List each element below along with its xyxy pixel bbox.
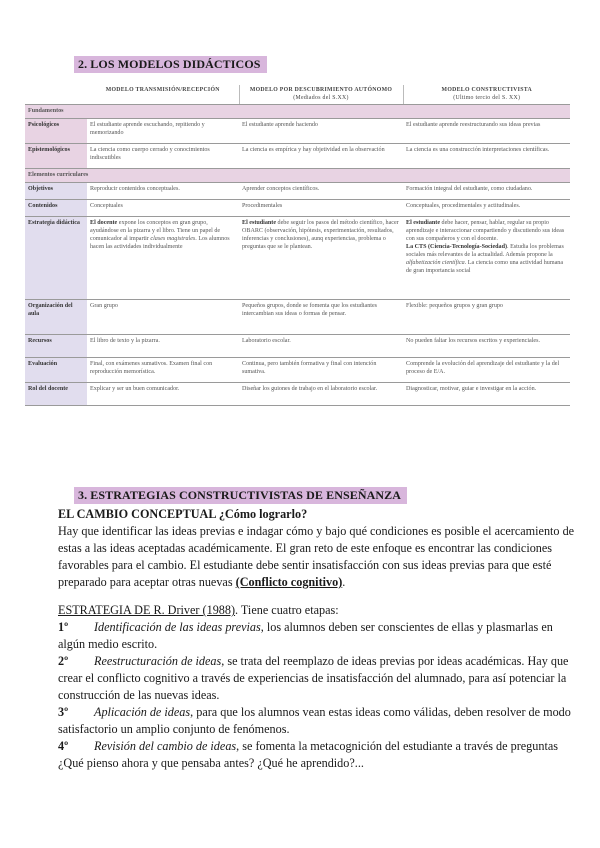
header-transmision: MODELO TRANSMISIÓN/RECEPCIÓN xyxy=(87,85,239,105)
table-row: Objetivos Reproducir contenidos conceptuales. Aprender conceptos científicos. Formación integral del estudiante, como ciudadano. xyxy=(25,183,570,200)
table-row: Estrategia didáctica El docente expone los conceptos en gran grupo, ayudándose en la pizarra y el libro. Tiene un papel de comunicador al impartir clases magistrales. Los alumnos hacen las actividades individualmente El estudiante debe seguir los pasos del método científico, hacer OBARC (observación, hipótesis, experimentación, resultados, inferencias y conclusiones), aunq experiencias, problema o preguntas que se le plantean. El estudiante debe hacer, pensar, hablar, regular su propio aprendizaje e interaccionar compartiendo y discutiendo sus ideas con sus compañeros y con el docente. La CTS (Ciencia-Tecnología-Sociedad). Estudia los problemas sociales más relevantes de la actualidad. Además propone la alfabetización científica. La ciencia como una actividad humana de gran importancia social xyxy=(25,217,570,300)
estrategia-driver-title: ESTRATEGIA DE R. Driver (1988). Tiene cuatro etapas: xyxy=(58,603,339,617)
section-2-heading: 2. LOS MODELOS DIDÁCTICOS xyxy=(74,56,267,73)
didactic-models-table xyxy=(25,85,570,406)
header-constructivista: MODELO CONSTRUCTIVISTA (Ultimo tercio del S. XX) xyxy=(403,85,570,105)
table-row: Rol del docente Explicar y ser un buen comunicador. Diseñar los guiones de trabajo en el laboratorio escolar. Diagnosticar, motivar, guiar e investigar en la acción. xyxy=(25,383,570,406)
etapa-2: 2º Reestructuración de ideas, se trata del reemplazo de ideas previas por ideas académicas. Hay que crear el conflicto cognitivo a través de experiencias de insatisfacción del alumnado, para así potenciar la construcción de las nuevas ideas. xyxy=(58,654,569,702)
cambio-conceptual-title: EL CAMBIO CONCEPTUAL ¿Cómo lograrlo? xyxy=(58,507,308,521)
table-row: Epistemológicos La ciencia como cuerpo cerrado y conocimientos indiscutibles La ciencia es empírica y hay objetividad en la observación La ciencia es una construcción interpretaciones científicas. xyxy=(25,144,570,169)
header-descubrimiento: MODELO POR DESCUBRIMIENTO AUTÓNOMO (Mediados del S.XX) xyxy=(239,85,403,105)
table-row: Recursos El libro de texto y la pizarra. Laboratorio escolar. No pueden faltar los recursos escritos y experienciales. xyxy=(25,335,570,358)
table-header-row xyxy=(25,85,570,105)
elementos-row: Elementos curriculares xyxy=(25,169,570,183)
cambio-conceptual-paragraph: Hay que identificar las ideas previas e indagar cómo y bajo qué condiciones es posible el acercamiento de estas a las ideas aceptadas académicamente. El gran reto de este enfoque es encontrar las condiciones favorables para el cambio. El estudiante debe sentir insatisfacción con sus ideas previas para que esté preparado para aceptar otras nuevas (Conflicto cognitivo). xyxy=(58,524,575,589)
section-3-heading: 3. ESTRATEGIAS CONSTRUCTIVISTAS DE ENSEÑANZA xyxy=(74,487,407,504)
table-row: Contenidos Conceptuales Procedimentales Conceptuales, procedimentales y actitudinales. xyxy=(25,200,570,217)
table-row: Psicológicos El estudiante aprende escuchando, repitiendo y memorizando El estudiante aprende haciendo El estudiante aprende reestructurando sus ideas previas xyxy=(25,119,570,144)
table-row: Organización del aula Gran grupo Pequeños grupos, donde se fomenta que los estudiantes intercambian sus ideas o formas de pensar. Flexible: pequeños grupos y gran grupo xyxy=(25,300,570,335)
etapa-4: 4º Revisión del cambio de ideas, se fomenta la metacognición del estudiante a través de preguntas ¿Qué pienso ahora y que pensaba antes? ¿Qué he aprendido?... xyxy=(58,739,558,770)
table-row: Evaluación Final, con exámenes sumativos. Examen final con reproducción memorística. Continua, pero también formativa y final con intención sumativa. Comprende la evolución del aprendizaje del estudiante y la del proceso de E/A. xyxy=(25,358,570,383)
conflicto-cognitivo: (Conflicto cognitivo) xyxy=(235,575,343,589)
etapa-1: 1º Identificación de las ideas previas, los alumnos deben ser conscientes de ellas y plasmarlas en algún medio escrito. xyxy=(58,620,553,651)
fundamentos-row: Fundamentos xyxy=(25,105,570,119)
etapa-3: 3º Aplicación de ideas, para que los alumnos vean estas ideas como válidas, deben resolver de modo satisfactorio un amplio conjunto de fenómenos. xyxy=(58,705,571,736)
